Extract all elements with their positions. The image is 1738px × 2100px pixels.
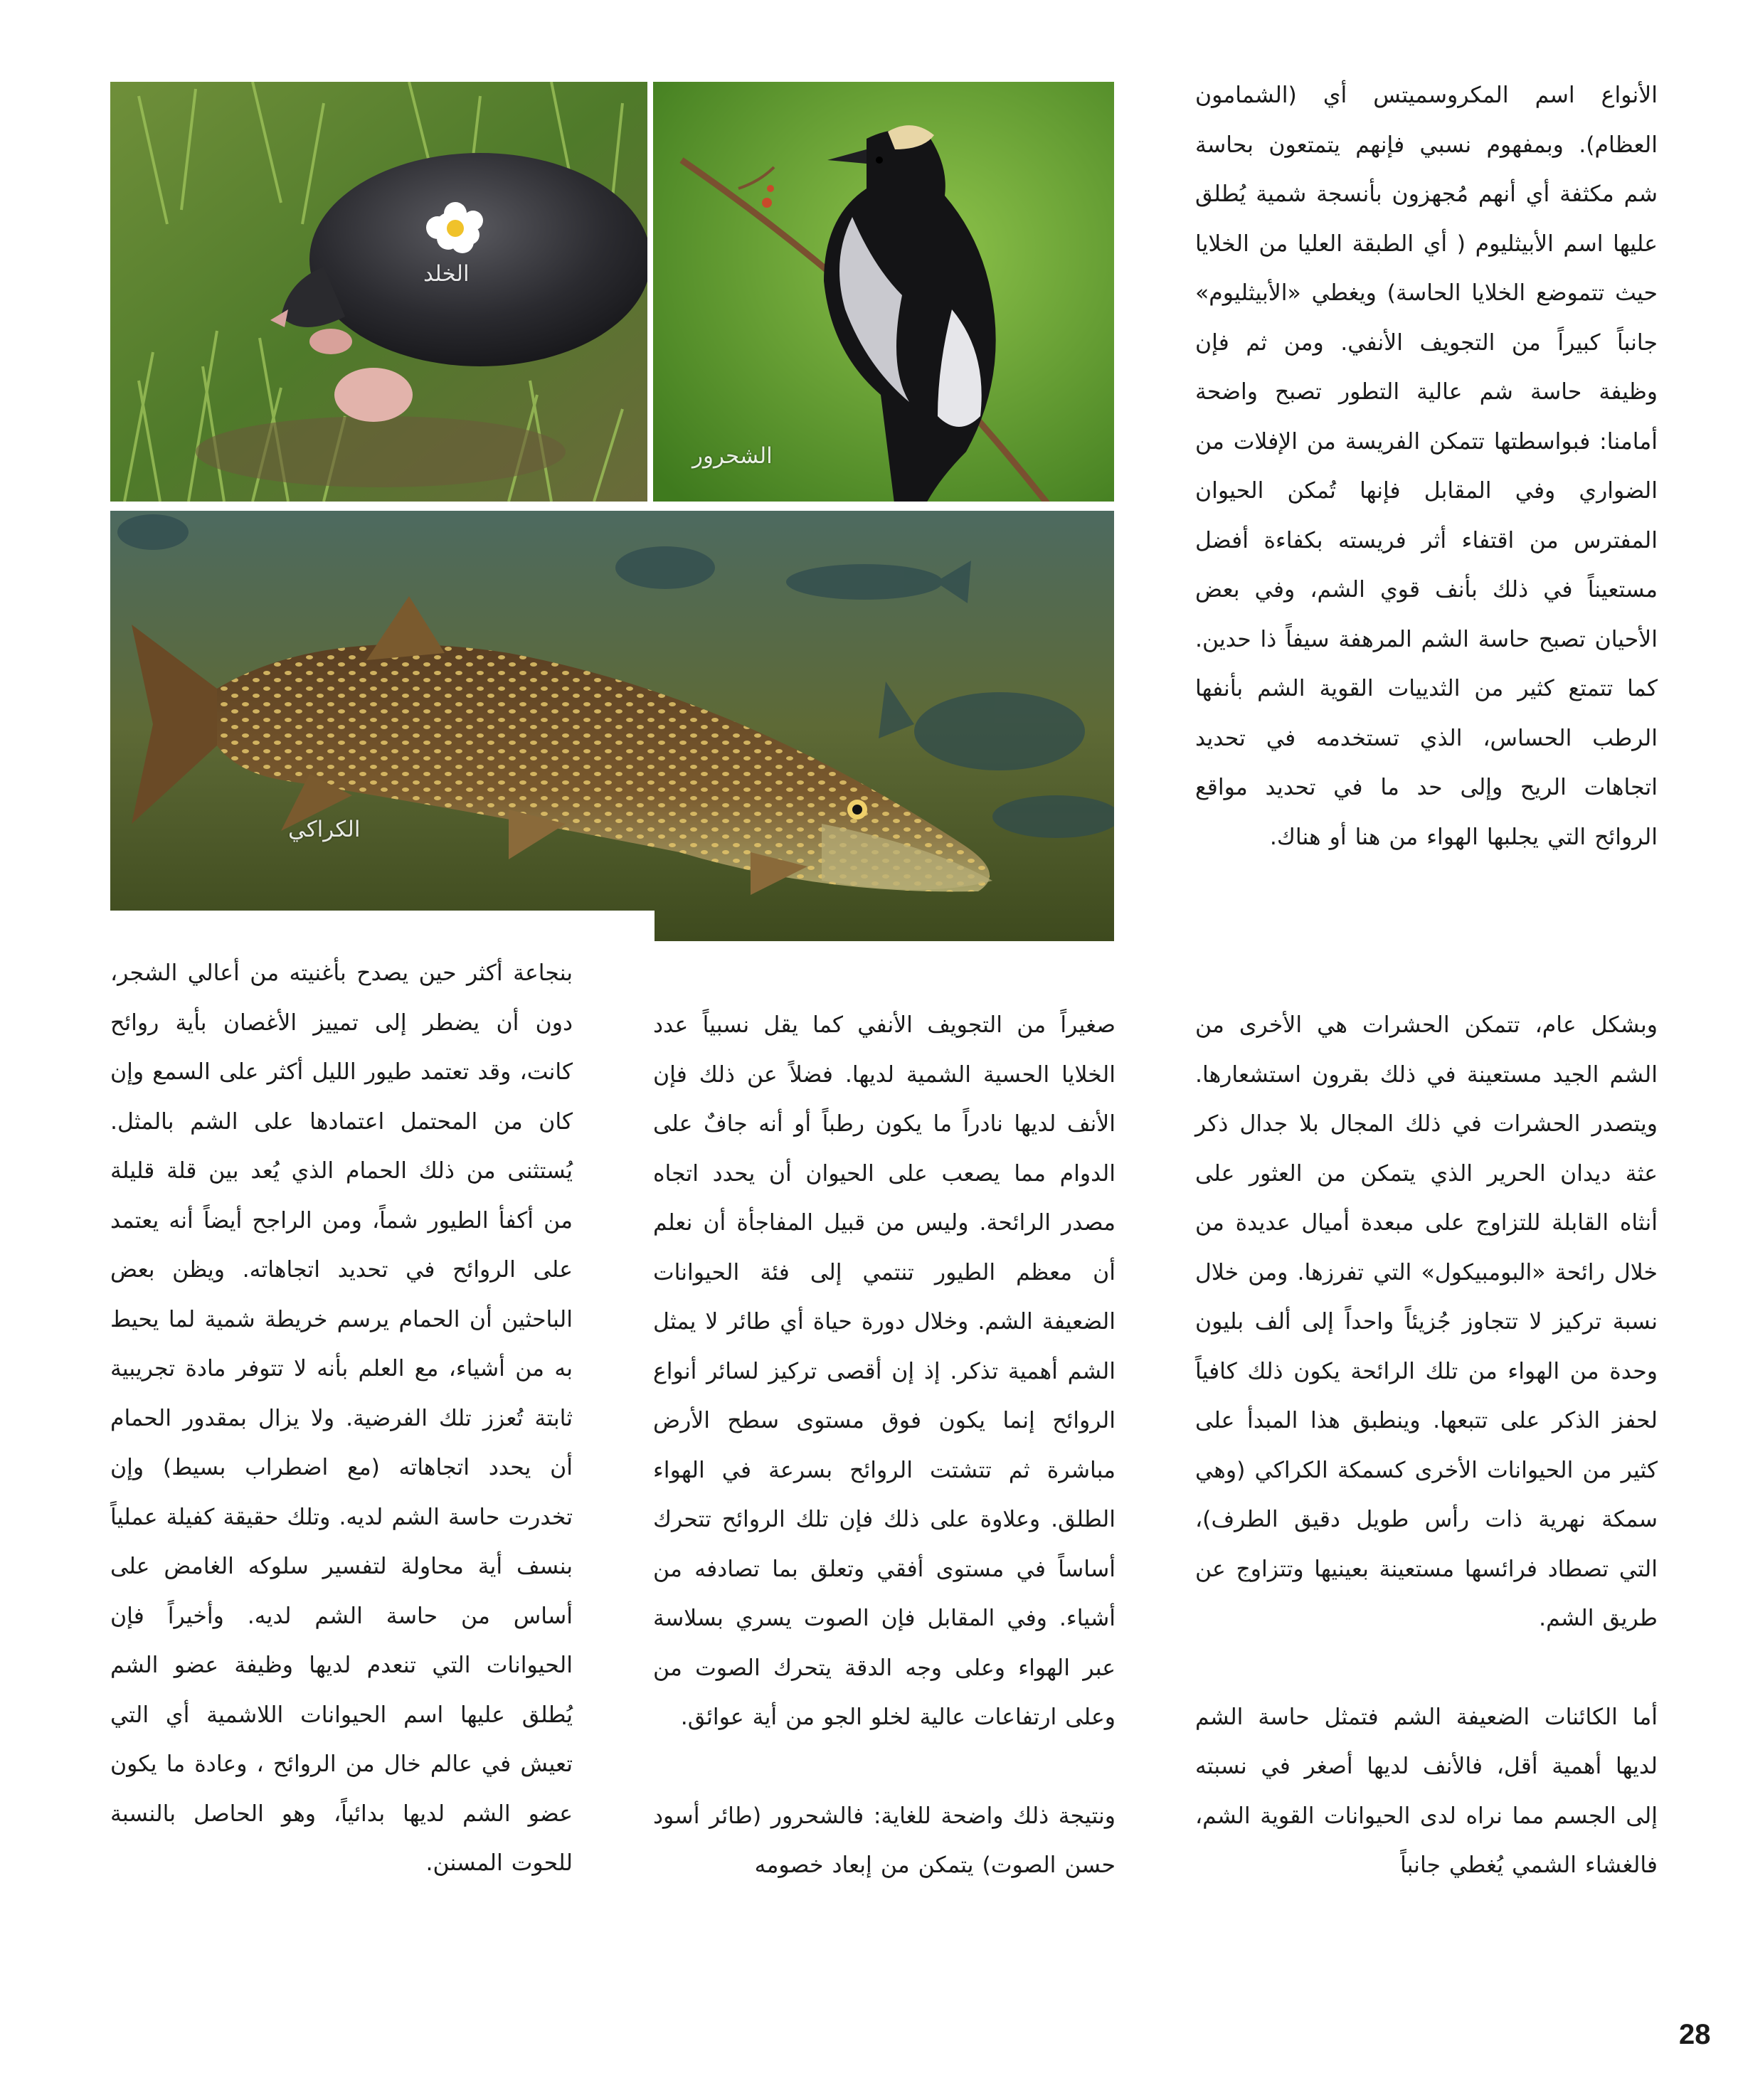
paragraph: بنجاعة أكثر حين يصدح بأغنيته من أعالي الشجر، دون أن يضطر إلى تمييز الأغصان بأية روائح كانت، وقد تعتمد طيور الليل أكثر على السمع وإن كان من المحتمل اعتمادها على الشم بالمثل. يُستثنى من ذلك الحمام الذي يُعد بين قلة قليلة من أكفأ الطيور شماً، ومن الراجح أيضاً أنه يعتمد على الروائح في تحديد اتجاهاته. ويظن بعض الباحثين أن الحمام يرسم خريطة شمية لما يحيط به من أشياء، مع العلم بأنه لا تتوفر مادة تجريبية ثابتة تُعزز تلك الفرضية. ولا يزال بمقدور الحمام أن يحدد اتجاهاته (مع اضطراب بسيط) وإن تخدرت حاسة الشم لديه. وتلك حقيقة كفيلة عملياً بنسف أية محاولة لتفسير سلوكه الغامض على أساس من حاسة الشم لديه. وأخيراً فإن الحيوانات التي تنعدم لديها وظيفة عضو الشم يُطلق عليها اسم الحيوانات اللاشمية أي التي تعيش في عالم خال من الروائح ، وعادة ما يكون عضو الشم لديها بدائياً، وهو الحاصل بالنسبة للحوت المسنن. — [110, 960, 573, 1876]
paragraph: الأنواع اسم المكروسميتس أي (الشمامون العظام). وبمفهوم نسبي فإنهم يتمتعون بحاسة شم مكثفة أي أنهم مُجهزون بأنسجة شمية يُطلق عليها اسم الأبيثليوم ( أي الطبقة العليا من الخلايا حيث تتموضع الخلايا الحاسة) ويغطي «الأبيثليوم» جانباً كبيراً من التجويف الأنفي. ومن ثم فإن وظيفة حاسة شم عالية التطور تصبح واضحة أمامنا: فبواسطتها تتمكن الفريسة من الإفلات من الضواري وفي المقابل فإنها تُمكن الحيوان المفترس من اقتفاء أثر فريسته بكفاءة أفضل مستعيناً في ذلك بأنف قوي الشم، وفي بعض الأحيان تصبح حاسة الشم المرهفة سيفاً ذا حدين. كما تتمتع كثير من الثدييات القوية الشم بأنفها الرطب الحساس، الذي تستخدمه في تحديد اتجاهات الريح وإلى حد ما في تحديد مواقع الروائح التي يجلبها الهواء من هنا أو هناك. — [1195, 83, 1658, 850]
page-number: 28 — [1679, 2019, 1711, 2050]
pike-illustration — [110, 511, 1114, 941]
text-column-top-right — [1195, 71, 1658, 862]
text-column-right — [1195, 1001, 1658, 1891]
paragraph: أما الكائنات الضعيفة الشم فتمثل حاسة الشم لديها أهمية أقل، فالأنف لديها أصغر في نسبته إلى الجسم مما نراه لدى الحيوانات القوية الشم، فالغشاء الشمي يُغطي جانباً — [1195, 1704, 1658, 1878]
text-column-middle — [653, 1001, 1116, 1891]
mole-caption: الخلد — [423, 261, 470, 287]
bird-photo — [653, 82, 1114, 502]
text-column-left — [110, 949, 573, 1889]
paragraph: وبشكل عام، تتمكن الحشرات هي الأخرى من الشم الجيد مستعينة في ذلك بقرون استشعارها. ويتصدر الحشرات في ذلك المجال بلا جدال ذكر عثة ديدان الحرير الذي يتمكن من العثور على أنثاه القابلة للتزاوج على مبعدة أميال عديدة من خلال رائحة «البومبيكول» التي تفرزها. ومن خلال نسبة تركيز لا تتجاوز جُزيئاً واحداً إلى ألف بليون وحدة من الهواء من تلك الرائحة يكون ذلك كافياً لحفز الذكر على تتبعها. وينطبق هذا المبدأ على كثير من الحيوانات الأخرى كسمكة الكراكي (وهي سمكة نهرية ذات رأس طويل دقيق الطرف)، التي تصطاد فرائسها مستعينة بعينيها وتتزاوج عن طريق الشم. — [1195, 1012, 1658, 1631]
bird-caption: الشحرور — [692, 443, 773, 469]
pike-caption: الكراكي — [288, 817, 361, 842]
mole-photo — [110, 82, 647, 502]
mole-illustration — [110, 82, 647, 502]
layout-notch — [110, 911, 655, 946]
pike-photo — [110, 511, 1114, 941]
bird-illustration — [653, 82, 1114, 502]
paragraph: ونتيجة ذلك واضحة للغاية: فالشحرور (طائر أسود حسن الصوت) يتمكن من إبعاد خصومه — [653, 1803, 1116, 1878]
paragraph: صغيراً من التجويف الأنفي كما يقل نسبياً عدد الخلايا الحسية الشمية لديها. فضلاً عن ذلك فإن الأنف لديها نادراً ما يكون رطباً أو أنه جافٌ على الدوام مما يصعب على الحيوان أن يحدد اتجاه مصدر الرائحة. وليس من قبيل المفاجأة أن نعلم أن معظم الطيور تنتمي إلى فئة الحيوانات الضعيفة الشم. وخلال دورة حياة أي طائر لا يمثل الشم أهمية تذكر. إذ إن أقصى تركيز لسائر أنواع الروائح إنما يكون فوق مستوى سطح الأرض مباشرة ثم تتشتت الروائح بسرعة في الهواء الطلق. وعلاوة على ذلك فإن تلك الروائح تتحرك أساساً في مستوى أفقي وتعلق بما تصادفه من أشياء. وفي المقابل فإن الصوت يسري بسلاسة عبر الهواء وعلى وجه الدقة يتحرك الصوت من وعلى ارتفاعات عالية لخلو الجو من أية عوائق. — [653, 1012, 1116, 1730]
